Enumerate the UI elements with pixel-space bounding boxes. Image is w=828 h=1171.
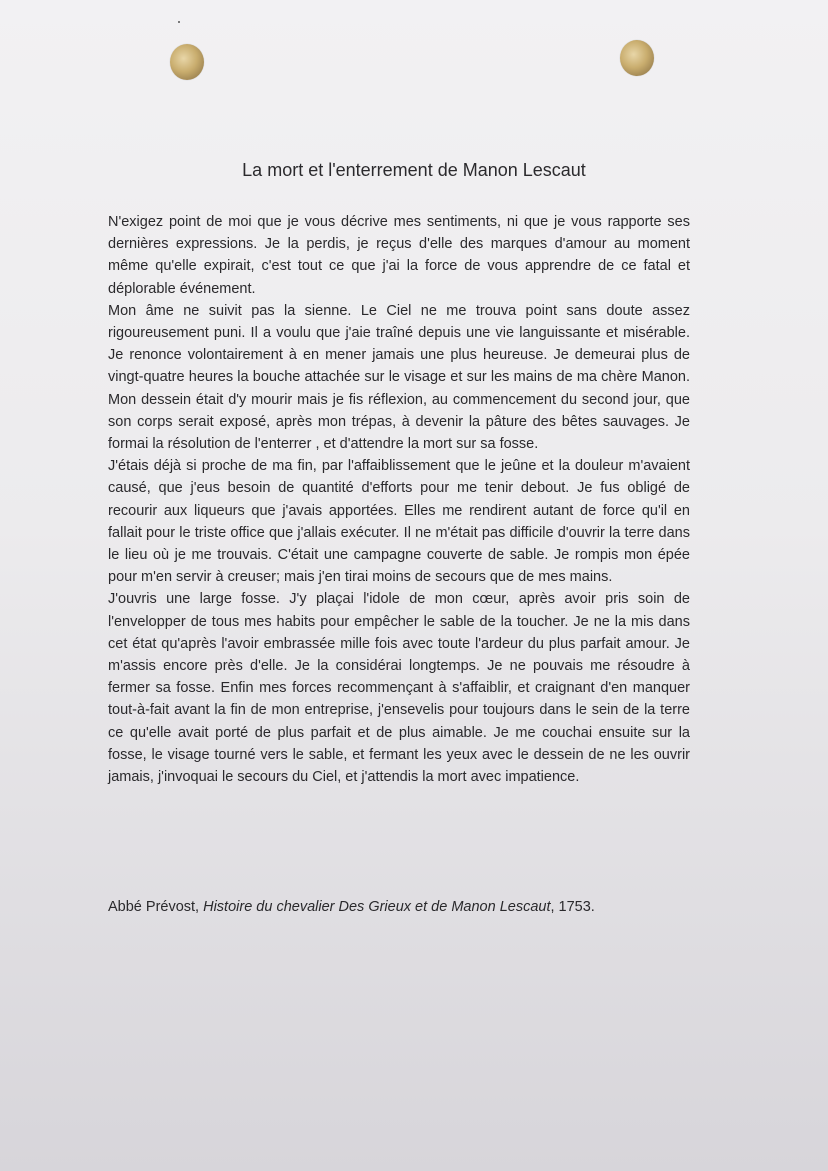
- paper-speck: [178, 21, 180, 23]
- citation-work: Histoire du chevalier Des Grieux et de Manon Lescaut: [203, 899, 551, 915]
- paragraph-1: N'exigez point de moi que je vous décrive mes sentiments, ni que je vous rapporte ses dernières expressions. Je la perdis, je reçus d'elle des marques d'amour au moment même qu'elle expirait, c'est tout ce que j'ai la force de vous apprendre de ce fatal et déplorable événement.: [108, 214, 690, 297]
- document-body: [108, 211, 690, 788]
- citation-author: Abbé Prévost,: [108, 899, 204, 915]
- right-thumbtack-icon: [620, 40, 654, 76]
- document-title: La mort et l'enterrement de Manon Lescaut: [242, 160, 586, 180]
- paragraph-2: Mon âme ne suivit pas la sienne. Le Ciel ne me trouva point sans doute assez rigoureusement puni. Il a voulu que j'aie traîné depuis une vie languissante et misérable. Je renonce volontairement à en mener jamais une plus heureuse. Je demeurai plus de vingt-quatre heures la bouche attachée sur le visage et sur les mains de ma chère Manon. Mon dessein était d'y mourir mais je fis réflexion, au commencement du second jour, que son corps serait exposé, après mon trépas, à devenir la pâture des bêtes sauvages. Je formai la résolution de l'enterrer , et d'attendre la mort sur sa fosse.: [108, 302, 690, 453]
- paragraph-3: J'étais déjà si proche de ma fin, par l'affaiblissement que le jeûne et la douleur m'avaient causé, que j'eus besoin de quantité d'efforts pour me tenir debout. Je fus obligé de recourir aux liqueurs que j'avais apportées. Elles me rendirent autant de force qu'il en fallait pour le triste office que j'allais exécuter. Il ne m'était pas difficile d'ouvrir la terre dans le lieu où je me trouvais. C'était une campagne couverte de sable. Je rompis mon épée pour m'en servir à creuser; mais j'en tirai moins de secours que de mes mains.: [108, 458, 690, 586]
- left-thumbtack-icon: [170, 44, 204, 80]
- paragraph-4: J'ouvris une large fosse. J'y plaçai l'idole de mon cœur, après avoir pris soin de l'envelopper de tous mes habits pour empêcher le sable de la toucher. Je ne la mis dans cet état qu'après l'avoir embrassée mille fois avec toute l'ardeur du plus parfait amour. Je m'assis encore près d'elle. Je la considérai longtemps. Je ne pouvais me résoudre à fermer sa fosse. Enfin mes forces recommençant à s'affaiblir, et craignant d'en manquer tout-à-fait avant la fin de mon entreprise, j'ensevelis pour toujours dans le sein de la terre ce qu'elle avait porté de plus parfait et de plus aimable. Je me couchai ensuite sur la fosse, le visage tourné vers le sable, et fermant les yeux avec le dessein de ne les ouvrir jamais, j'invoquai le secours du Ciel, et j'attendis la mort avec impatience.: [108, 591, 690, 786]
- citation-year: , 1753.: [550, 899, 595, 915]
- citation: [108, 899, 728, 915]
